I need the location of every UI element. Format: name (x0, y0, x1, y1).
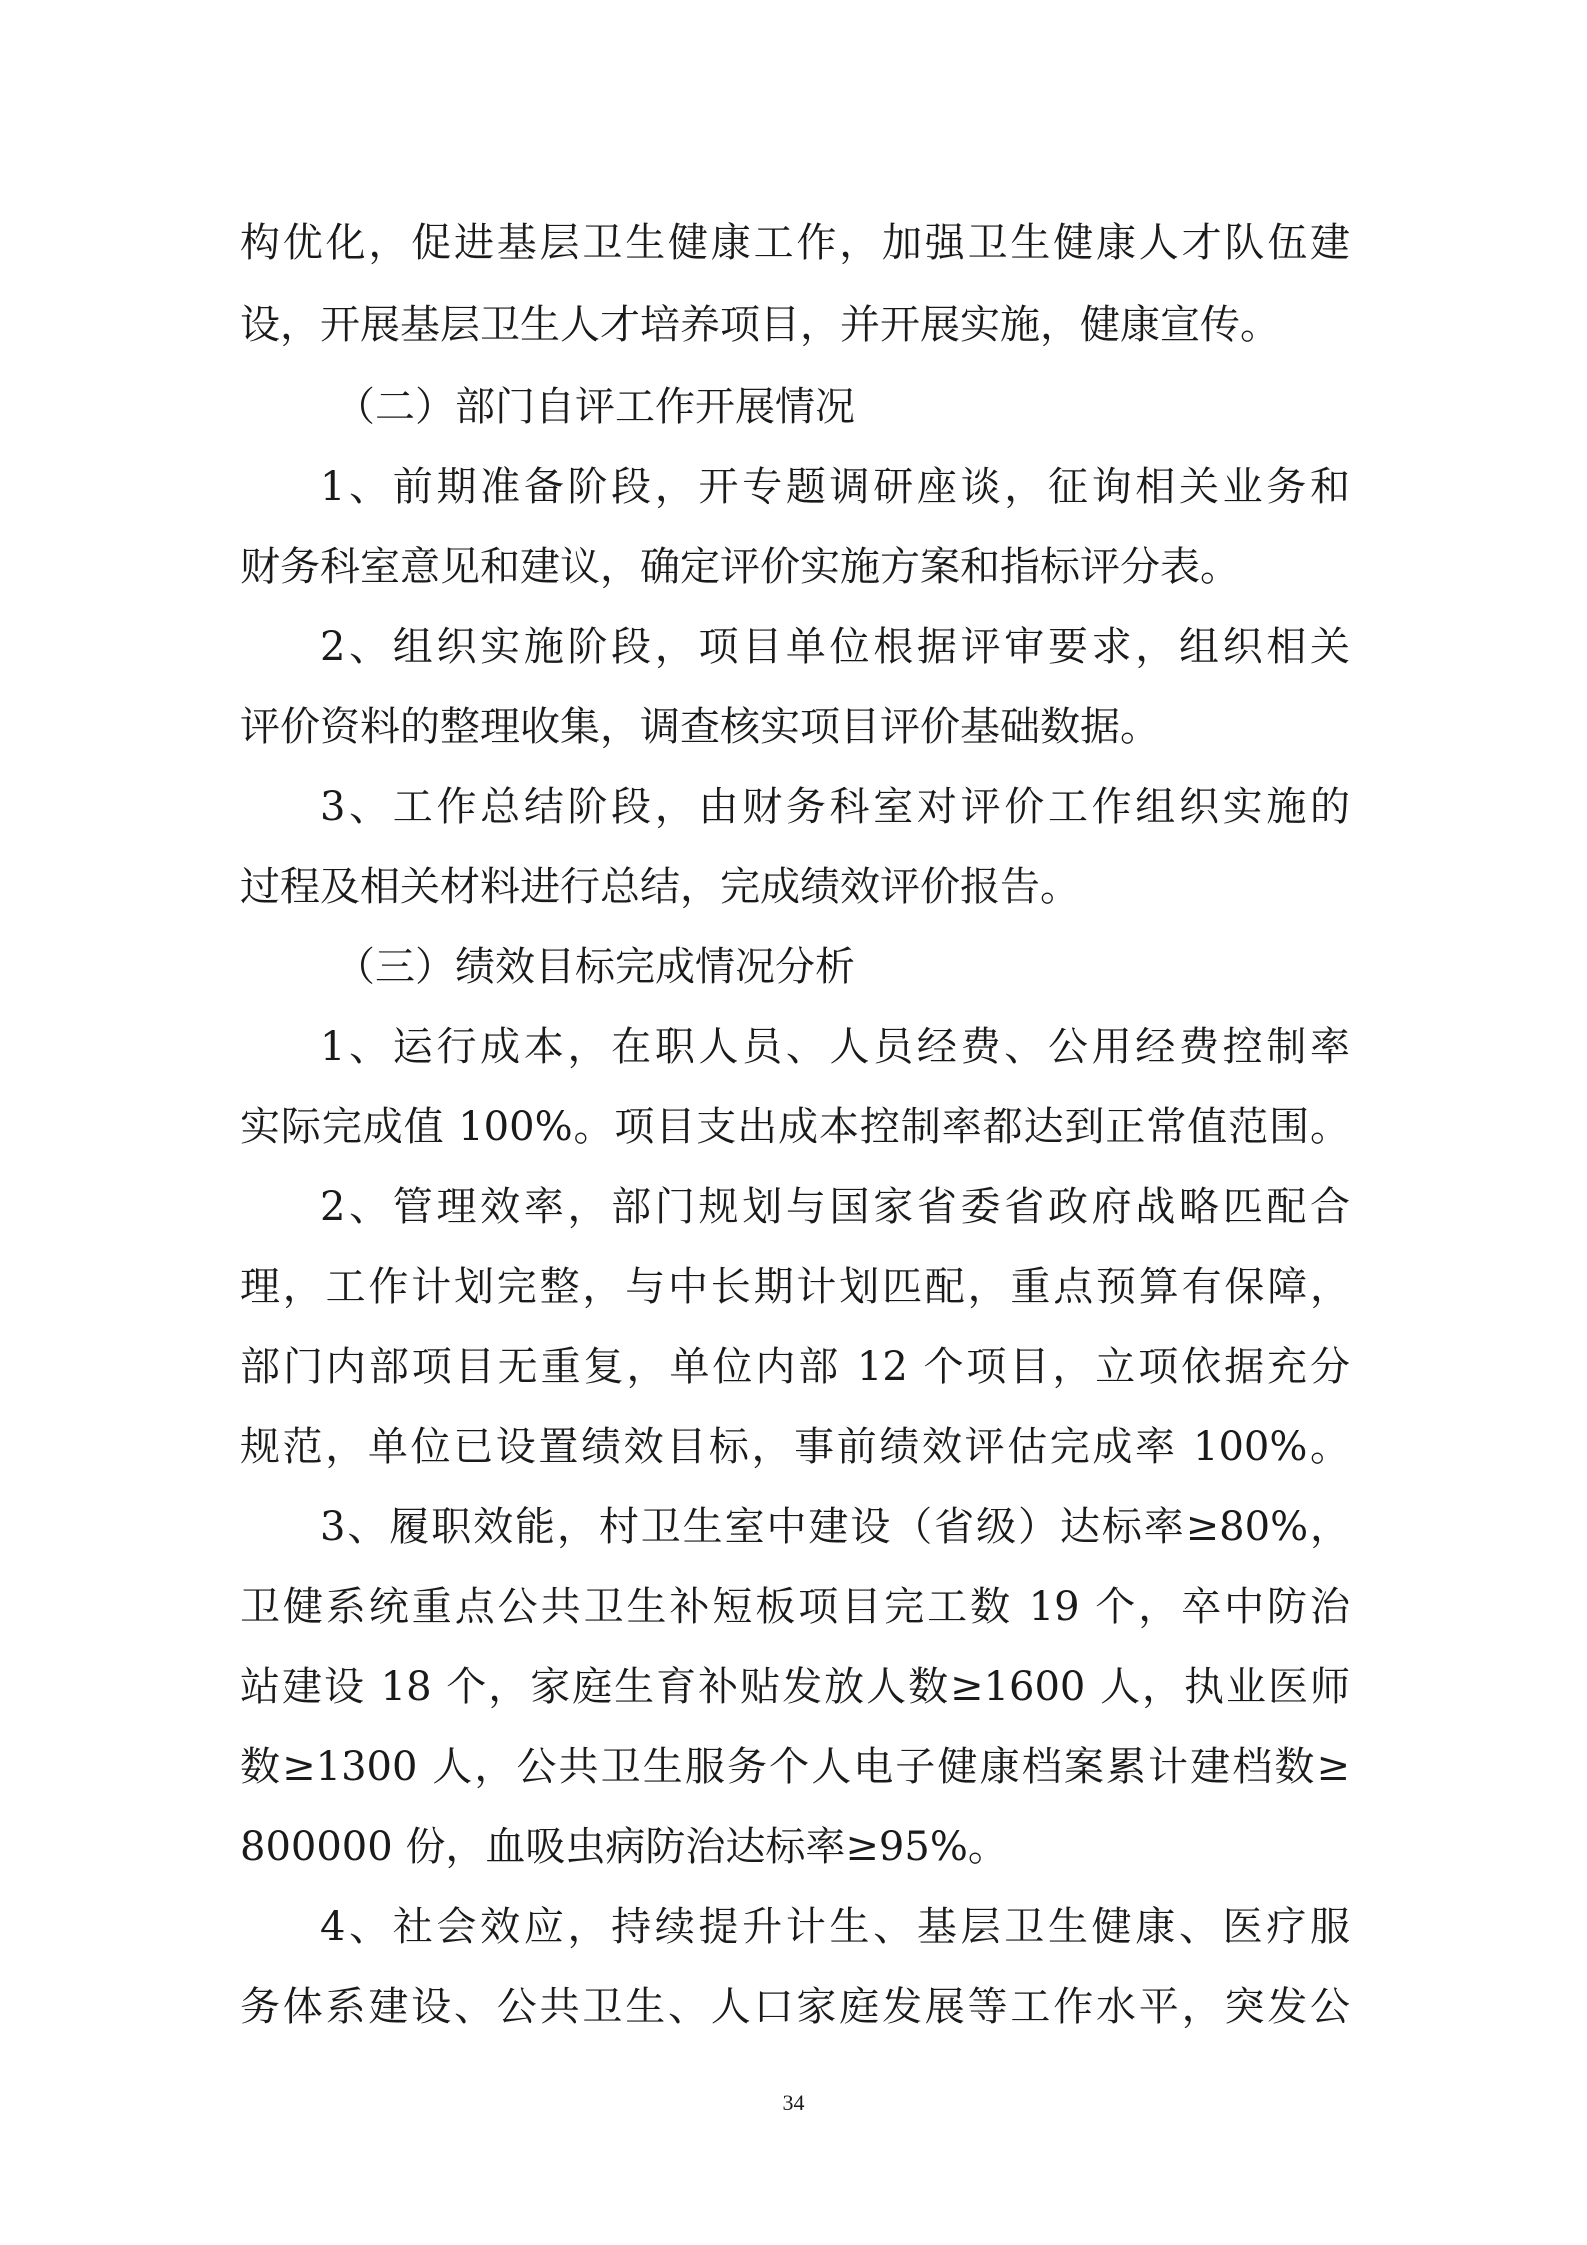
text-line: 3、工作总结阶段，由财务科室对评价工作组织实施的 (320, 784, 1350, 830)
text-line: 财务科室意见和建议，确定评价实施方案和指标评分表。 (240, 544, 1240, 590)
text-line: 过程及相关材料进行总结，完成绩效评价报告。 (240, 864, 1080, 910)
text-line: 800000 份，血吸虫病防治达标率≥95%。 (240, 1824, 1008, 1870)
text-line: 务体系建设、公共卫生、人口家庭发展等工作水平，突发公 (240, 1984, 1350, 2030)
page-number: 34 (782, 2090, 805, 2115)
text-line: 规范，单位已设置绩效目标，事前绩效评估完成率 100%。 (240, 1424, 1350, 1470)
text-line: 1、前期准备阶段，开专题调研座谈，征询相关业务和 (320, 464, 1350, 510)
text-line: 2、组织实施阶段，项目单位根据评审要求，组织相关 (320, 624, 1350, 670)
text-line: 2、管理效率，部门规划与国家省委省政府战略匹配合 (320, 1184, 1350, 1230)
text-line: 实际完成值 100%。项目支出成本控制率都达到正常值范围。 (240, 1104, 1350, 1150)
text-line: 4、社会效应，持续提升计生、基层卫生健康、医疗服 (320, 1904, 1350, 1950)
text-line: 理，工作计划完整，与中长期计划匹配，重点预算有保障， (240, 1264, 1350, 1310)
text-line: 设，开展基层卫生人才培养项目，并开展实施，健康宣传。 (240, 302, 1280, 348)
text-line: 卫健系统重点公共卫生补短板项目完工数 19 个，卒中防治 (240, 1584, 1350, 1630)
text-line: 数≥1300 人，公共卫生服务个人电子健康档案累计建档数≥ (240, 1744, 1350, 1790)
text-line: 部门内部项目无重复，单位内部 12 个项目，立项依据充分 (240, 1344, 1350, 1390)
text-line: 3、履职效能，村卫生室中建设（省级）达标率≥80%， (320, 1504, 1350, 1550)
text-line: 构优化，促进基层卫生健康工作，加强卫生健康人才队伍建 (240, 220, 1350, 266)
text-line: 站建设 18 个，家庭生育补贴发放人数≥1600 人，执业医师 (240, 1664, 1350, 1710)
section-heading: （二）部门自评工作开展情况 (335, 384, 855, 430)
text-line: 1、运行成本，在职人员、人员经费、公用经费控制率 (320, 1024, 1350, 1070)
text-line: 评价资料的整理收集，调查核实项目评价基础数据。 (240, 704, 1160, 750)
section-heading: （三）绩效目标完成情况分析 (335, 944, 855, 990)
